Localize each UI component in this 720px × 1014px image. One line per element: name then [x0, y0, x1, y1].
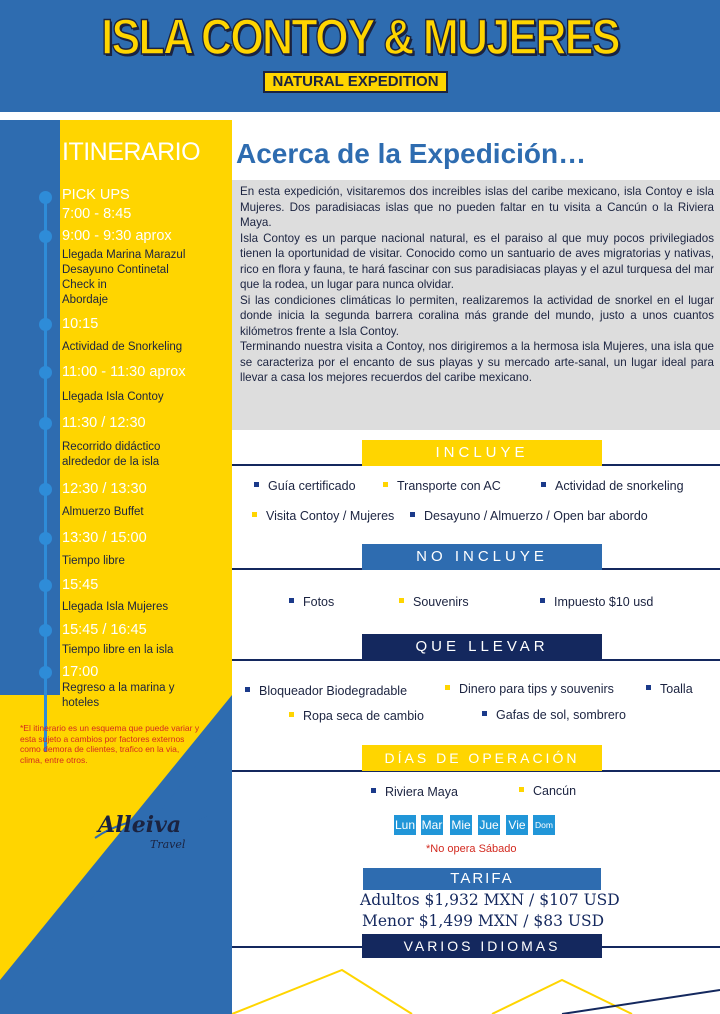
- itinerary-time: 9:00 - 9:30 aprox: [62, 228, 172, 244]
- itinerary-detail: Abordaje: [62, 294, 109, 306]
- itinerary-detail: Almuerzo Buffet: [62, 506, 144, 518]
- itinerary-detail: Check in: [62, 279, 107, 291]
- day-chip-mie: Mie: [450, 815, 472, 835]
- day-chip-dom: Dom: [533, 815, 555, 835]
- itinerary-detail: Llegada Marina Marazul: [62, 249, 186, 261]
- dias-place: Cancún: [519, 784, 576, 798]
- itinerary-time: 11:00 - 11:30 aprox: [62, 364, 186, 380]
- itinerary-time: 11:30 / 12:30: [62, 415, 146, 431]
- about-paragraph: En esta expedición, visitaremos dos increibles islas del caribe mexicano, isla Contoy e isla Mujeres. Dos paradisiacas islas que no pueden faltar en tu visita a Cancún o la Riviera Maya.: [240, 185, 714, 229]
- day-chip-lun: Lun: [394, 815, 416, 835]
- timeline-dot: [39, 366, 52, 379]
- que-llevar-item: Toalla: [646, 682, 693, 696]
- price-adultos: Adultos $1,932 MXN / $107 USD: [360, 891, 620, 909]
- itinerary-footnote: *El itinerario es un esquema que puede variar y esta sujeto a cambios por factores externos como demora de clientes, trafico en la via, clima, entre otros.: [20, 723, 200, 765]
- no-incluye-item: Fotos: [289, 595, 334, 609]
- itinerary-detail: Tiempo libre: [62, 555, 125, 567]
- que-llevar-item: Dinero para tips y souvenirs: [445, 682, 614, 696]
- about-title: Acerca de la Expedición…: [236, 138, 587, 169]
- itinerary-detail: hoteles: [62, 697, 100, 709]
- itinerary-detail: Desayuno Continetal: [62, 264, 169, 276]
- day-chip-mar: Mar: [421, 815, 443, 835]
- itinerary-time: 17:00: [62, 664, 99, 680]
- day-chip-vie: Vie: [506, 815, 528, 835]
- itinerary-detail: Actividad de Snorkeling: [62, 341, 183, 353]
- itinerary-detail: Llegada Isla Contoy: [62, 391, 164, 403]
- about-text: [232, 180, 720, 430]
- page-subtitle: NATURAL EXPEDITION: [263, 71, 448, 93]
- timeline-dot: [39, 417, 52, 430]
- incluye-item: Visita Contoy / Mujeres: [252, 509, 394, 523]
- timeline-dot: [39, 318, 52, 331]
- timeline-dot: [39, 191, 52, 204]
- que-llevar-item: Bloqueador Biodegradable: [245, 684, 407, 698]
- day-chip-jue: Jue: [478, 815, 500, 835]
- about-paragraph: Isla Contoy es un parque nacional natural, es el paraiso al que muy pocos privilegiados tienen la oportunidad de visitar. Conocido como un santuario de aves migratorias y nativas, rico en flora y fauna, te hará fascinar con sus paradisiacas playas y el azul turquesa del mar que la rodea, un lugar para nunca olvidar.: [240, 231, 714, 291]
- tarifa-title: TARIFA: [363, 868, 601, 890]
- no-opera-note: *No opera Sábado: [426, 843, 517, 855]
- about-paragraph: Si las condiciones climáticas lo permiten, realizaremos la actividad de snorkel en el lugar donde inicia la segunda barrera coralina más grande del mundo, justo a unos cuantos kilómetros frente a Isla Contoy.: [240, 293, 714, 338]
- itinerary-time: 15:45: [62, 577, 99, 593]
- no-incluye-title: NO INCLUYE: [362, 544, 602, 570]
- idiomas-title: VARIOS IDIOMAS: [362, 934, 602, 958]
- incluye-item: Actividad de snorkeling: [541, 479, 684, 493]
- header-divider: [0, 112, 720, 120]
- timeline-dot: [39, 230, 52, 243]
- itinerary-time: 10:15: [62, 316, 99, 332]
- logo-brand: Alleiva: [98, 812, 182, 838]
- timeline-dot: [39, 532, 52, 545]
- itinerary-time: 15:45 / 16:45: [62, 622, 147, 638]
- dias-title: DÍAS DE OPERACIÓN: [362, 745, 602, 771]
- no-incluye-item: Impuesto $10 usd: [540, 595, 653, 609]
- timeline-dot: [39, 624, 52, 637]
- itinerary-detail: Llegada Isla Mujeres: [62, 601, 169, 613]
- incluye-item: Desayuno / Almuerzo / Open bar abordo: [410, 509, 648, 523]
- itinerary-time: 7:00 - 8:45: [62, 206, 132, 222]
- itinerary-panel: [0, 120, 232, 1014]
- decorative-lines: [232, 940, 720, 1014]
- que-llevar-title: QUE LLEVAR: [362, 634, 602, 660]
- itinerary-detail: alrededor de la isla: [62, 456, 160, 468]
- incluye-item: Transporte con AC: [383, 479, 501, 493]
- timeline-dot: [39, 579, 52, 592]
- itinerary-detail: Tiempo libre en la isla: [62, 644, 174, 656]
- incluye-item: Guía certificado: [254, 479, 356, 493]
- itinerary-detail: Regreso a la marina y: [62, 682, 175, 694]
- dias-place: Riviera Maya: [371, 785, 458, 799]
- itinerary-time: PICK UPS: [62, 187, 130, 203]
- no-incluye-item: Souvenirs: [399, 595, 469, 609]
- timeline-dot: [39, 666, 52, 679]
- itinerary-time: 13:30 / 15:00: [62, 530, 147, 546]
- incluye-title: INCLUYE: [362, 440, 602, 466]
- que-llevar-item: Gafas de sol, sombrero: [482, 708, 626, 722]
- timeline-dot: [39, 483, 52, 496]
- itinerary-detail: Recorrido didáctico: [62, 441, 161, 453]
- page-title: ISLA CONTOY & MUJERES: [101, 9, 619, 65]
- logo-sub: Travel: [150, 838, 186, 851]
- que-llevar-item: Ropa seca de cambio: [289, 709, 424, 723]
- itinerary-title: ITINERARIO: [62, 138, 201, 166]
- about-paragraph: Terminando nuestra visita a Contoy, nos dirigiremos a la hermosa isla Mujeres, una isla que se caracteriza por el encanto de sus playas y su mercado arte-sanal, un lugar ideal para llevar a casa los mejores recuerdos del caribe mexicano.: [240, 340, 714, 384]
- price-menor: Menor $1,499 MXN / $83 USD: [362, 912, 605, 930]
- itinerary-time: 12:30 / 13:30: [62, 481, 147, 497]
